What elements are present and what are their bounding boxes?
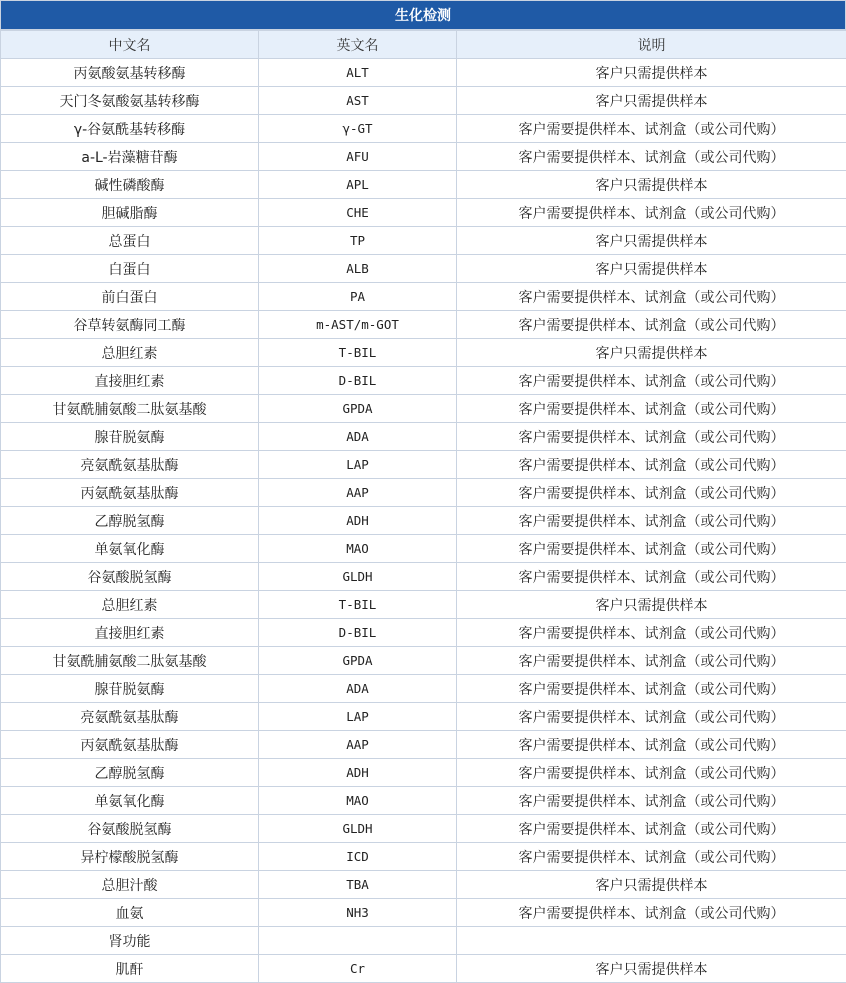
cell-chinese-name: 腺苷脱氨酶 (1, 675, 259, 703)
cell-chinese-name: 总胆红素 (1, 591, 259, 619)
cell-english-name: MAO (259, 787, 457, 815)
cell-description: 客户只需提供样本 (457, 171, 846, 199)
cell-chinese-name: 直接胆红素 (1, 619, 259, 647)
cell-description: 客户只需提供样本 (457, 591, 846, 619)
cell-english-name: PA (259, 283, 457, 311)
cell-description: 客户只需提供样本 (457, 255, 846, 283)
table-row (1, 283, 846, 311)
table-row (1, 115, 846, 143)
cell-english-name: TP (259, 227, 457, 255)
cell-description: 客户只需提供样本 (457, 955, 846, 983)
cell-english-name: APL (259, 171, 457, 199)
table-row (1, 899, 846, 927)
cell-description: 客户只需提供样本 (457, 339, 846, 367)
cell-chinese-name: γ-谷氨酰基转移酶 (1, 115, 259, 143)
table-row (1, 87, 846, 115)
cell-description: 客户需要提供样本、试剂盒（或公司代购） (457, 647, 846, 675)
cell-chinese-name: 单氨氧化酶 (1, 787, 259, 815)
cell-description: 客户需要提供样本、试剂盒（或公司代购） (457, 703, 846, 731)
table-row (1, 507, 846, 535)
cell-chinese-name: 甘氨酰脯氨酸二肽氨基酸 (1, 647, 259, 675)
cell-description (457, 927, 846, 955)
cell-english-name: D-BIL (259, 367, 457, 395)
cell-description: 客户需要提供样本、试剂盒（或公司代购） (457, 619, 846, 647)
cell-description: 客户需要提供样本、试剂盒（或公司代购） (457, 675, 846, 703)
table-row (1, 787, 846, 815)
cell-english-name: GLDH (259, 815, 457, 843)
cell-english-name: Cr (259, 955, 457, 983)
cell-english-name: ALT (259, 59, 457, 87)
cell-english-name: AAP (259, 479, 457, 507)
cell-english-name: TBA (259, 871, 457, 899)
cell-chinese-name: 谷氨酸脱氢酶 (1, 563, 259, 591)
cell-chinese-name: 乙醇脱氢酶 (1, 759, 259, 787)
cell-chinese-name: 血氨 (1, 899, 259, 927)
cell-english-name: T-BIL (259, 339, 457, 367)
cell-description: 客户需要提供样本、试剂盒（或公司代购） (457, 899, 846, 927)
table-body (1, 59, 846, 983)
cell-english-name: MAO (259, 535, 457, 563)
cell-chinese-name: 胆碱脂酶 (1, 199, 259, 227)
cell-english-name: ADA (259, 675, 457, 703)
cell-english-name: GLDH (259, 563, 457, 591)
cell-chinese-name: 丙氨酸氨基转移酶 (1, 59, 259, 87)
table-row (1, 479, 846, 507)
cell-english-name: ADH (259, 507, 457, 535)
cell-english-name: CHE (259, 199, 457, 227)
cell-english-name: m-AST/m-GOT (259, 311, 457, 339)
cell-english-name: LAP (259, 451, 457, 479)
table-row (1, 255, 846, 283)
table-title: 生化检测 (0, 0, 846, 30)
table-row (1, 339, 846, 367)
cell-english-name: AAP (259, 731, 457, 759)
table-row (1, 563, 846, 591)
table-row (1, 171, 846, 199)
table-row (1, 731, 846, 759)
cell-chinese-name: 甘氨酰脯氨酸二肽氨基酸 (1, 395, 259, 423)
cell-english-name: ADH (259, 759, 457, 787)
table-row (1, 395, 846, 423)
cell-english-name: D-BIL (259, 619, 457, 647)
cell-chinese-name: 乙醇脱氢酶 (1, 507, 259, 535)
table-row (1, 143, 846, 171)
table-row (1, 703, 846, 731)
cell-description: 客户需要提供样本、试剂盒（或公司代购） (457, 367, 846, 395)
table-row (1, 759, 846, 787)
header-chinese-name: 中文名 (1, 31, 259, 59)
cell-description: 客户需要提供样本、试剂盒（或公司代购） (457, 731, 846, 759)
cell-description: 客户只需提供样本 (457, 871, 846, 899)
cell-description: 客户只需提供样本 (457, 59, 846, 87)
table-row (1, 451, 846, 479)
table-row (1, 647, 846, 675)
cell-description: 客户需要提供样本、试剂盒（或公司代购） (457, 535, 846, 563)
cell-description: 客户需要提供样本、试剂盒（或公司代购） (457, 479, 846, 507)
cell-chinese-name: a-L-岩藻糖苷酶 (1, 143, 259, 171)
cell-english-name: NH3 (259, 899, 457, 927)
cell-description: 客户只需提供样本 (457, 227, 846, 255)
cell-chinese-name: 亮氨酰氨基肽酶 (1, 703, 259, 731)
cell-english-name: T-BIL (259, 591, 457, 619)
cell-english-name: AFU (259, 143, 457, 171)
cell-chinese-name: 白蛋白 (1, 255, 259, 283)
cell-description: 客户需要提供样本、试剂盒（或公司代购） (457, 759, 846, 787)
cell-description: 客户需要提供样本、试剂盒（或公司代购） (457, 507, 846, 535)
table-row (1, 311, 846, 339)
cell-chinese-name: 亮氨酰氨基肽酶 (1, 451, 259, 479)
table-row (1, 199, 846, 227)
cell-description: 客户需要提供样本、试剂盒（或公司代购） (457, 283, 846, 311)
cell-description: 客户需要提供样本、试剂盒（或公司代购） (457, 451, 846, 479)
cell-english-name: ICD (259, 843, 457, 871)
table-row (1, 227, 846, 255)
header-description: 说明 (457, 31, 846, 59)
cell-description: 客户需要提供样本、试剂盒（或公司代购） (457, 311, 846, 339)
cell-description: 客户需要提供样本、试剂盒（或公司代购） (457, 199, 846, 227)
cell-english-name (259, 927, 457, 955)
cell-chinese-name: 总蛋白 (1, 227, 259, 255)
cell-english-name: GPDA (259, 395, 457, 423)
cell-chinese-name: 直接胆红素 (1, 367, 259, 395)
table-row (1, 59, 846, 87)
cell-chinese-name: 肌酐 (1, 955, 259, 983)
cell-description: 客户只需提供样本 (457, 87, 846, 115)
cell-description: 客户需要提供样本、试剂盒（或公司代购） (457, 815, 846, 843)
table-row (1, 927, 846, 955)
cell-chinese-name: 前白蛋白 (1, 283, 259, 311)
header-row (1, 31, 846, 59)
cell-description: 客户需要提供样本、试剂盒（或公司代购） (457, 843, 846, 871)
cell-english-name: γ-GT (259, 115, 457, 143)
cell-english-name: ALB (259, 255, 457, 283)
biochem-table (0, 30, 846, 983)
cell-chinese-name: 谷草转氨酶同工酶 (1, 311, 259, 339)
cell-chinese-name: 丙氨酰氨基肽酶 (1, 479, 259, 507)
cell-chinese-name: 异柠檬酸脱氢酶 (1, 843, 259, 871)
cell-chinese-name: 总胆汁酸 (1, 871, 259, 899)
table-row (1, 815, 846, 843)
cell-chinese-name: 碱性磷酸酶 (1, 171, 259, 199)
cell-chinese-name: 丙氨酰氨基肽酶 (1, 731, 259, 759)
cell-description: 客户需要提供样本、试剂盒（或公司代购） (457, 423, 846, 451)
table-row (1, 619, 846, 647)
table-row (1, 367, 846, 395)
table-row (1, 955, 846, 983)
cell-description: 客户需要提供样本、试剂盒（或公司代购） (457, 787, 846, 815)
cell-english-name: GPDA (259, 647, 457, 675)
table-row (1, 423, 846, 451)
cell-description: 客户需要提供样本、试剂盒（或公司代购） (457, 563, 846, 591)
table-row (1, 535, 846, 563)
cell-chinese-name: 天门冬氨酸氨基转移酶 (1, 87, 259, 115)
table-row (1, 843, 846, 871)
cell-english-name: AST (259, 87, 457, 115)
cell-english-name: LAP (259, 703, 457, 731)
table-row (1, 591, 846, 619)
table-row (1, 675, 846, 703)
cell-chinese-name: 谷氨酸脱氢酶 (1, 815, 259, 843)
cell-description: 客户需要提供样本、试剂盒（或公司代购） (457, 143, 846, 171)
cell-chinese-name: 腺苷脱氨酶 (1, 423, 259, 451)
table-row (1, 871, 846, 899)
header-english-name: 英文名 (259, 31, 457, 59)
cell-english-name: ADA (259, 423, 457, 451)
cell-description: 客户需要提供样本、试剂盒（或公司代购） (457, 115, 846, 143)
cell-chinese-name: 单氨氧化酶 (1, 535, 259, 563)
cell-chinese-name: 总胆红素 (1, 339, 259, 367)
cell-description: 客户需要提供样本、试剂盒（或公司代购） (457, 395, 846, 423)
cell-chinese-name: 肾功能 (1, 927, 259, 955)
